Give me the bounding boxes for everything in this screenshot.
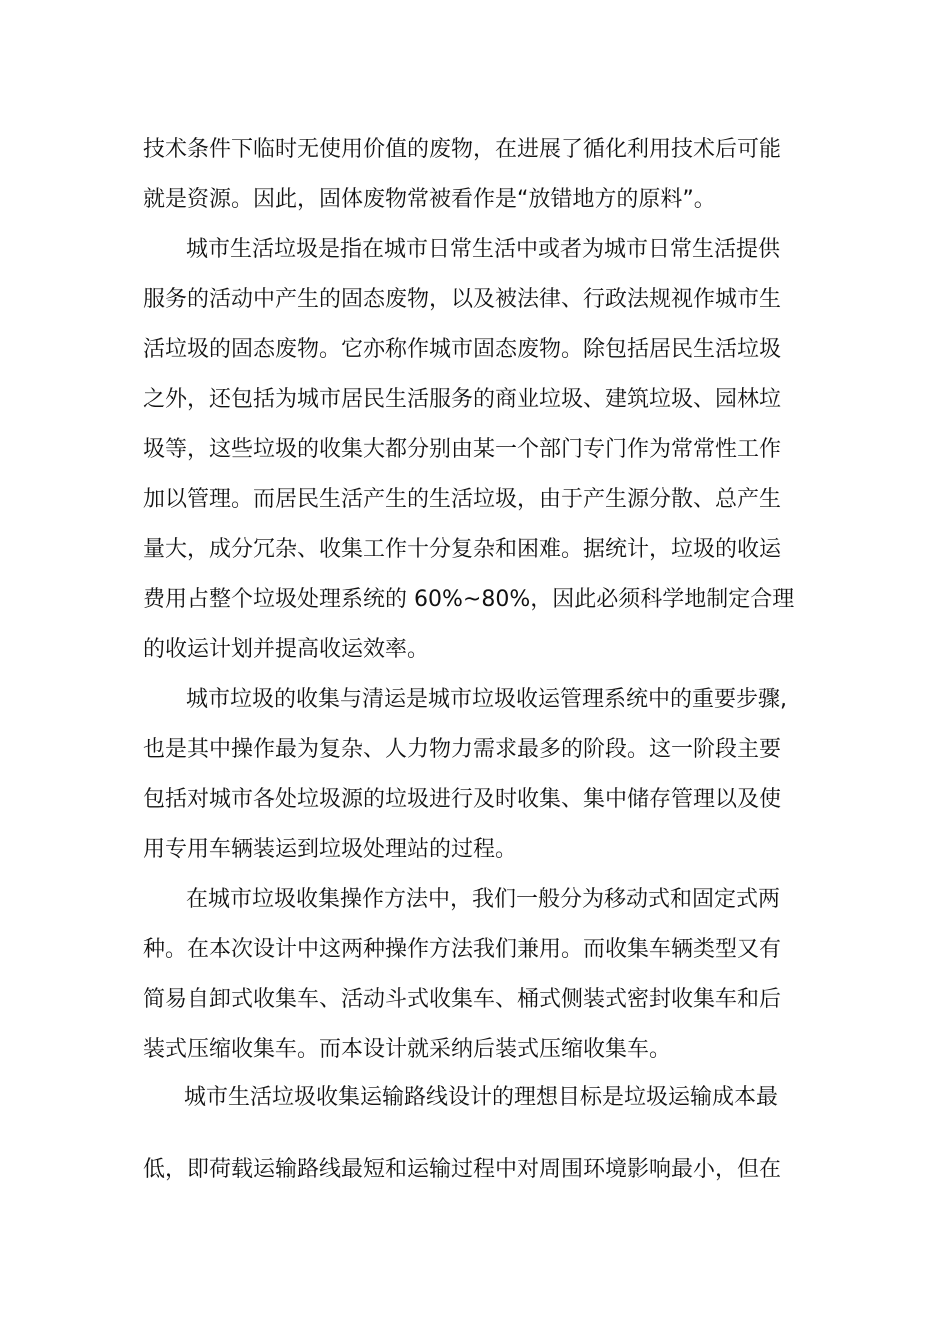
text-line: 城市生活垃圾收集运输路线设计的理想目标是垃圾运输成本最: [184, 1085, 779, 1110]
text-line: 服务的活动中产生的固态废物，以及被法律、行政法规视作城市生: [143, 287, 782, 312]
text-line: 量大，成分冗杂、收集工作十分复杂和困难。据统计，垃圾的收运: [143, 537, 782, 562]
text-line: 之外，还包括为城市居民生活服务的商业垃圾、建筑垃圾、园林垃: [143, 387, 782, 412]
text-line: 在城市垃圾收集操作方法中，我们一般分为移动式和固定式两: [186, 887, 781, 912]
text-line: 的收运计划并提高收运效率。: [143, 637, 430, 662]
text-line: 低，即荷载运输路线最短和运输过程中对周围环境影响最小，但在: [143, 1157, 782, 1182]
text-line: 简易自卸式收集车、活动斗式收集车、桶式侧装式密封收集车和后: [143, 987, 782, 1012]
text-line: 费用占整个垃圾处理系统的 60%~80%，因此必须科学地制定合理: [143, 587, 795, 612]
text-line: 加以管理。而居民生活产生的生活垃圾，由于产生源分散、总产生: [143, 487, 782, 512]
text-line: 也是其中操作最为复杂、人力物力需求最多的阶段。这一阶段主要: [143, 737, 782, 762]
text-line: 用专用车辆装运到垃圾处理站的过程。: [143, 837, 518, 862]
text-line: 装式压缩收集车。而本设计就采纳后装式压缩收集车。: [143, 1037, 672, 1062]
text-line: 就是资源。因此，固体废物常被看作是“放错地方的原料”。: [143, 187, 716, 212]
text-line: 技术条件下临时无使用价值的废物，在进展了循化利用技术后可能: [143, 137, 782, 162]
text-line: 包括对城市各处垃圾源的垃圾进行及时收集、集中储存管理以及使: [143, 787, 782, 812]
text-line: 种。在本次设计中这两种操作方法我们兼用。而收集车辆类型又有: [143, 937, 782, 962]
text-line: 城市生活垃圾是指在城市日常生活中或者为城市日常生活提供: [186, 237, 781, 262]
text-line: 活垃圾的固态废物。它亦称作城市固态废物。除包括居民生活垃圾: [143, 337, 782, 362]
text-line: 城市垃圾的收集与清运是城市垃圾收运管理系统中的重要步骤,: [186, 687, 787, 712]
text-line: 圾等，这些垃圾的收集大都分别由某一个部门专门作为常常性工作: [143, 437, 782, 462]
